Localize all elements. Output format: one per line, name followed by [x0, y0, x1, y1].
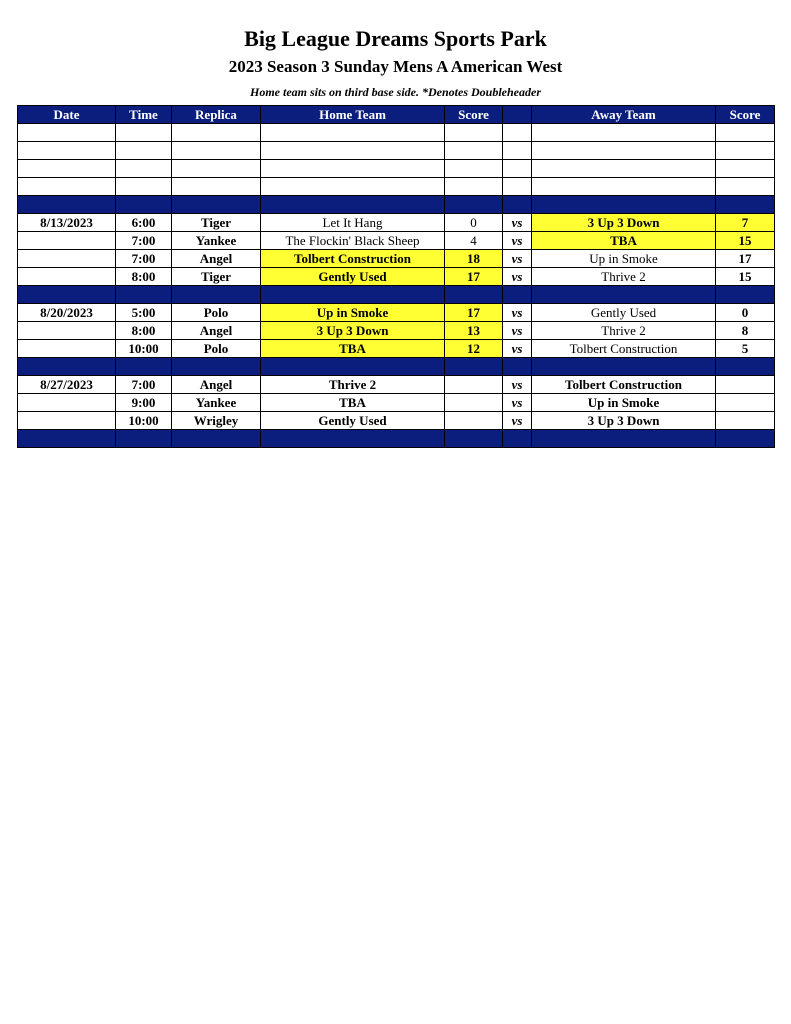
game-field: Polo	[172, 340, 261, 358]
game-time: 7:00	[116, 376, 172, 394]
away-team: Tolbert Construction	[532, 376, 716, 394]
away-score: 0	[716, 304, 775, 322]
game-field: Yankee	[172, 232, 261, 250]
home-score	[445, 376, 503, 394]
game-row	[18, 412, 775, 430]
schedule-table	[17, 105, 775, 448]
game-field: Angel	[172, 322, 261, 340]
away-score: 17	[716, 250, 775, 268]
home-score: 4	[445, 232, 503, 250]
col-header-away-score: Score	[716, 106, 775, 124]
home-team: 3 Up 3 Down	[261, 322, 445, 340]
away-score: 15	[716, 268, 775, 286]
vs-label: vs	[503, 214, 532, 232]
away-score: 8	[716, 322, 775, 340]
home-team: TBA	[261, 394, 445, 412]
game-field: Tiger	[172, 268, 261, 286]
game-row	[18, 268, 775, 286]
game-row	[18, 322, 775, 340]
game-field: Yankee	[172, 394, 261, 412]
schedule-body	[18, 124, 775, 448]
home-score: 0	[445, 214, 503, 232]
home-score: 17	[445, 304, 503, 322]
away-team: Thrive 2	[532, 268, 716, 286]
game-row	[18, 250, 775, 268]
vs-label: vs	[503, 250, 532, 268]
game-time: 6:00	[116, 214, 172, 232]
game-row	[18, 214, 775, 232]
col-header-vs	[503, 106, 532, 124]
away-score: 5	[716, 340, 775, 358]
game-row	[18, 304, 775, 322]
game-field: Tiger	[172, 214, 261, 232]
away-team: TBA	[532, 232, 716, 250]
home-team: Tolbert Construction	[261, 250, 445, 268]
away-team: Gently Used	[532, 304, 716, 322]
vs-label: vs	[503, 268, 532, 286]
page-note: Home team sits on third base side. *Denotes Doubleheader	[250, 85, 541, 99]
vs-label: vs	[503, 412, 532, 430]
vs-label: vs	[503, 322, 532, 340]
blank-row	[18, 160, 775, 178]
game-time: 8:00	[116, 268, 172, 286]
game-time: 7:00	[116, 250, 172, 268]
blank-row	[18, 178, 775, 196]
vs-label: vs	[503, 394, 532, 412]
game-date	[18, 322, 116, 340]
game-row	[18, 376, 775, 394]
game-date	[18, 412, 116, 430]
home-score: 18	[445, 250, 503, 268]
home-team: Gently Used	[261, 412, 445, 430]
game-date	[18, 394, 116, 412]
col-header-time: Time	[116, 106, 172, 124]
vs-label: vs	[503, 304, 532, 322]
game-time: 10:00	[116, 340, 172, 358]
vs-label: vs	[503, 376, 532, 394]
game-field: Angel	[172, 376, 261, 394]
game-row	[18, 394, 775, 412]
col-header-date: Date	[18, 106, 116, 124]
away-score	[716, 412, 775, 430]
week-separator	[18, 196, 775, 214]
week-separator	[18, 358, 775, 376]
away-team: 3 Up 3 Down	[532, 412, 716, 430]
page-title: Big League Dreams Sports Park	[244, 26, 547, 51]
week-separator	[18, 430, 775, 448]
game-date	[18, 268, 116, 286]
away-score	[716, 394, 775, 412]
game-time: 8:00	[116, 322, 172, 340]
game-field: Angel	[172, 250, 261, 268]
game-date: 8/13/2023	[18, 214, 116, 232]
away-score	[716, 376, 775, 394]
vs-label: vs	[503, 232, 532, 250]
col-header-home-team: Home Team	[261, 106, 445, 124]
home-team: Gently Used	[261, 268, 445, 286]
home-team: The Flockin' Black Sheep	[261, 232, 445, 250]
game-field: Polo	[172, 304, 261, 322]
home-score: 12	[445, 340, 503, 358]
game-time: 9:00	[116, 394, 172, 412]
page-subtitle: 2023 Season 3 Sunday Mens A American West	[228, 57, 563, 76]
game-date	[18, 232, 116, 250]
away-team: Up in Smoke	[532, 394, 716, 412]
home-score	[445, 412, 503, 430]
game-date: 8/20/2023	[18, 304, 116, 322]
game-time: 7:00	[116, 232, 172, 250]
week-separator	[18, 286, 775, 304]
game-time: 10:00	[116, 412, 172, 430]
col-header-away-team: Away Team	[532, 106, 716, 124]
game-date	[18, 340, 116, 358]
home-score	[445, 394, 503, 412]
away-team: Tolbert Construction	[532, 340, 716, 358]
col-header-replica: Replica	[172, 106, 261, 124]
game-date	[18, 250, 116, 268]
home-team: TBA	[261, 340, 445, 358]
game-row	[18, 232, 775, 250]
away-score: 15	[716, 232, 775, 250]
game-field: Wrigley	[172, 412, 261, 430]
home-team: Up in Smoke	[261, 304, 445, 322]
table-header-row	[18, 106, 775, 124]
blank-row	[18, 142, 775, 160]
game-row	[18, 340, 775, 358]
vs-label: vs	[503, 340, 532, 358]
game-time: 5:00	[116, 304, 172, 322]
game-date: 8/27/2023	[18, 376, 116, 394]
away-team: Thrive 2	[532, 322, 716, 340]
home-score: 13	[445, 322, 503, 340]
home-score: 17	[445, 268, 503, 286]
home-team: Thrive 2	[261, 376, 445, 394]
col-header-home-score: Score	[445, 106, 503, 124]
blank-row	[18, 124, 775, 142]
away-team: 3 Up 3 Down	[532, 214, 716, 232]
home-team: Let It Hang	[261, 214, 445, 232]
away-score: 7	[716, 214, 775, 232]
away-team: Up in Smoke	[532, 250, 716, 268]
